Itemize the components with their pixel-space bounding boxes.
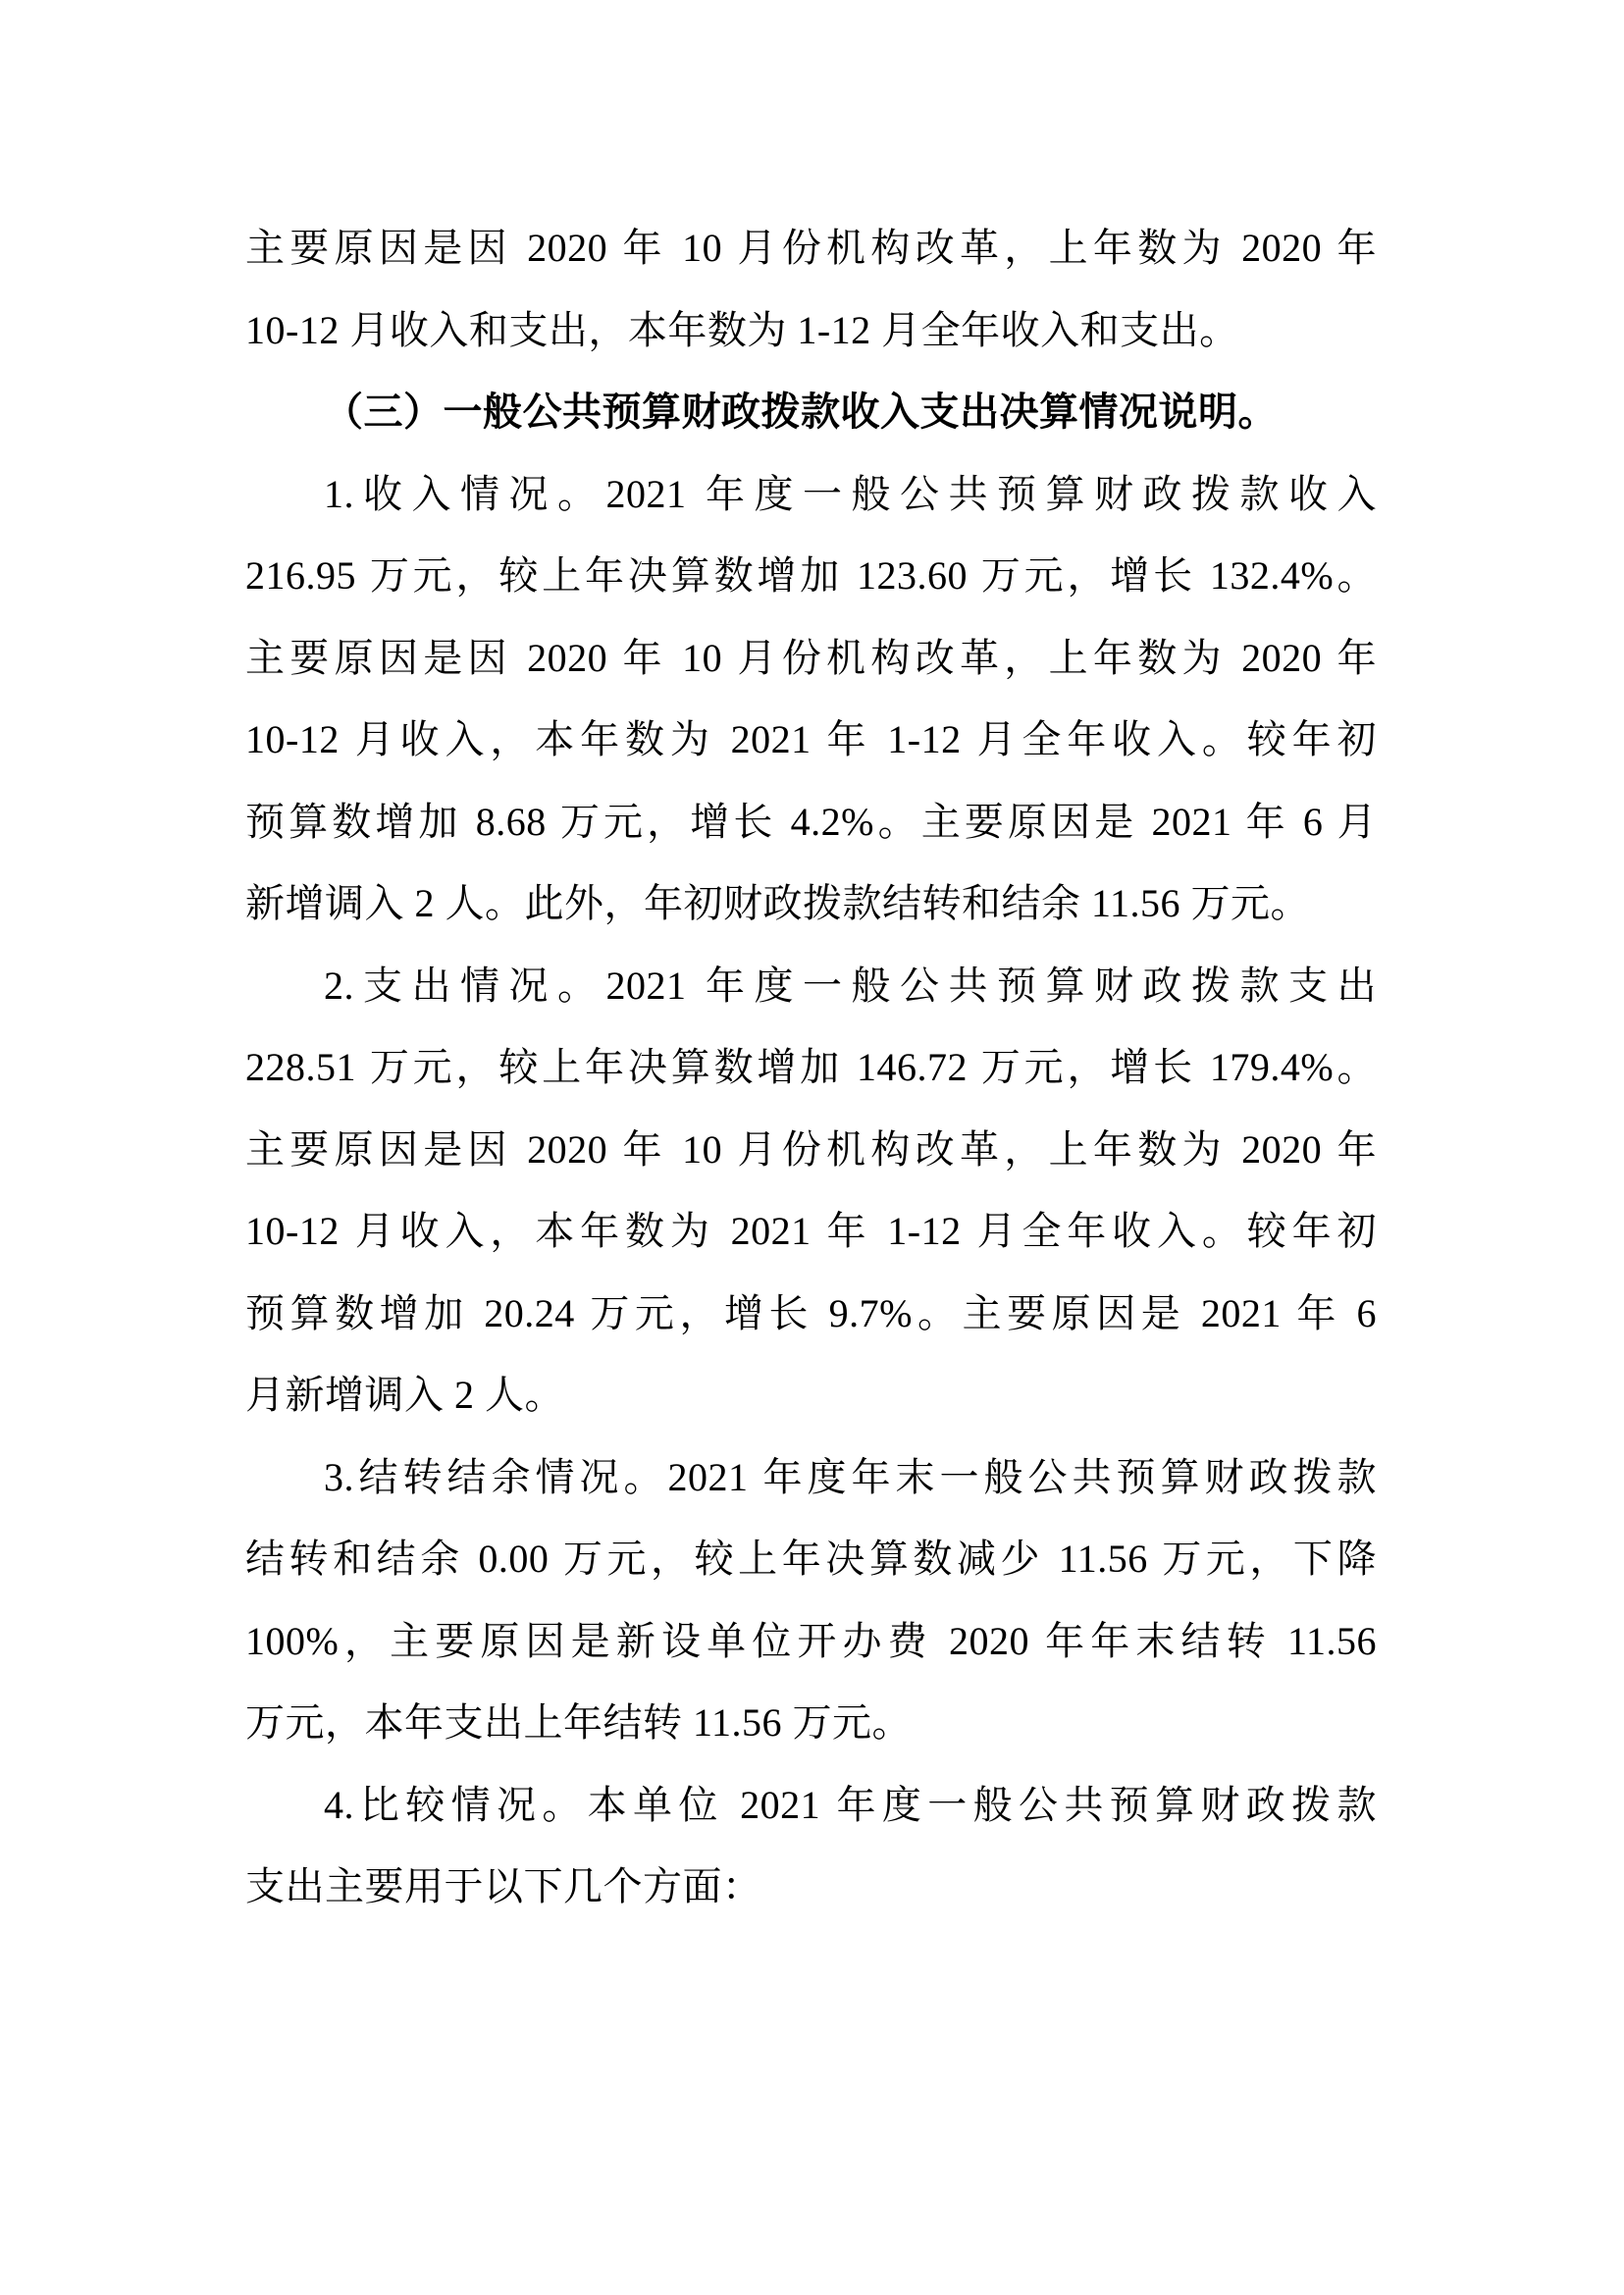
text-line: 228.51 万元，较上年决算数增加 146.72 万元，增长 179.4%。 xyxy=(245,1045,1377,1089)
text-line: 10-12 月收入和支出，本年数为 1-12 月全年收入和支出。 xyxy=(245,307,1239,352)
paragraph-income-situation xyxy=(245,453,1377,945)
text-line: 2.支出情况。2021 年度一般公共预算财政拨款支出 xyxy=(324,963,1377,1008)
text-line: 1.收入情况。2021 年度一般公共预算财政拨款收入 xyxy=(324,471,1377,516)
text-line: （三）一般公共预算财政拨款收入支出决算情况说明。 xyxy=(324,390,1278,434)
paragraph-carryover-balance-situation xyxy=(245,1436,1377,1764)
text-line: 主要原因是因 2020 年 10 月份机构改革，上年数为 2020 年 xyxy=(245,635,1377,680)
text-line: 216.95 万元，较上年决算数增加 123.60 万元，增长 132.4%。 xyxy=(245,553,1377,598)
text-line: 主要原因是因 2020 年 10 月份机构改革，上年数为 2020 年 xyxy=(245,226,1377,270)
text-line: 主要原因是因 2020 年 10 月份机构改革，上年数为 2020 年 xyxy=(245,1126,1377,1172)
text-column xyxy=(245,207,1377,1928)
heading-section-three xyxy=(245,371,1377,453)
text-line: 结转和结余 0.00 万元，较上年决算数减少 11.56 万元，下降 xyxy=(245,1537,1377,1581)
paragraph-comparison-situation xyxy=(245,1764,1377,1928)
text-line: 月新增调入 2 人。 xyxy=(245,1373,564,1417)
text-line: 3.结转结余情况。2021 年度年末一般公共预算财政拨款 xyxy=(324,1454,1377,1499)
text-line: 100%，主要原因是新设单位开办费 2020 年年末结转 11.56 xyxy=(245,1618,1377,1663)
text-line: 新增调入 2 人。此外，年初财政拨款结转和结余 11.56 万元。 xyxy=(245,881,1311,925)
text-line: 预算数增加 8.68 万元，增长 4.2%。主要原因是 2021 年 6 月 xyxy=(245,799,1377,844)
text-line: 10-12 月收入，本年数为 2021 年 1-12 月全年收入。较年初 xyxy=(245,1209,1377,1253)
text-line: 10-12 月收入，本年数为 2021 年 1-12 月全年收入。较年初 xyxy=(245,717,1377,761)
text-line: 预算数增加 20.24 万元，增长 9.7%。主要原因是 2021 年 6 xyxy=(245,1290,1377,1335)
paragraph-continuation-prior-page xyxy=(245,207,1377,371)
text-line: 支出主要用于以下几个方面： xyxy=(245,1864,762,1908)
text-line: 4.比较情况。本单位 2021 年度一般公共预算财政拨款 xyxy=(324,1782,1377,1827)
paragraph-expenditure-situation xyxy=(245,945,1377,1436)
text-line: 万元，本年支出上年结转 11.56 万元。 xyxy=(245,1700,913,1745)
